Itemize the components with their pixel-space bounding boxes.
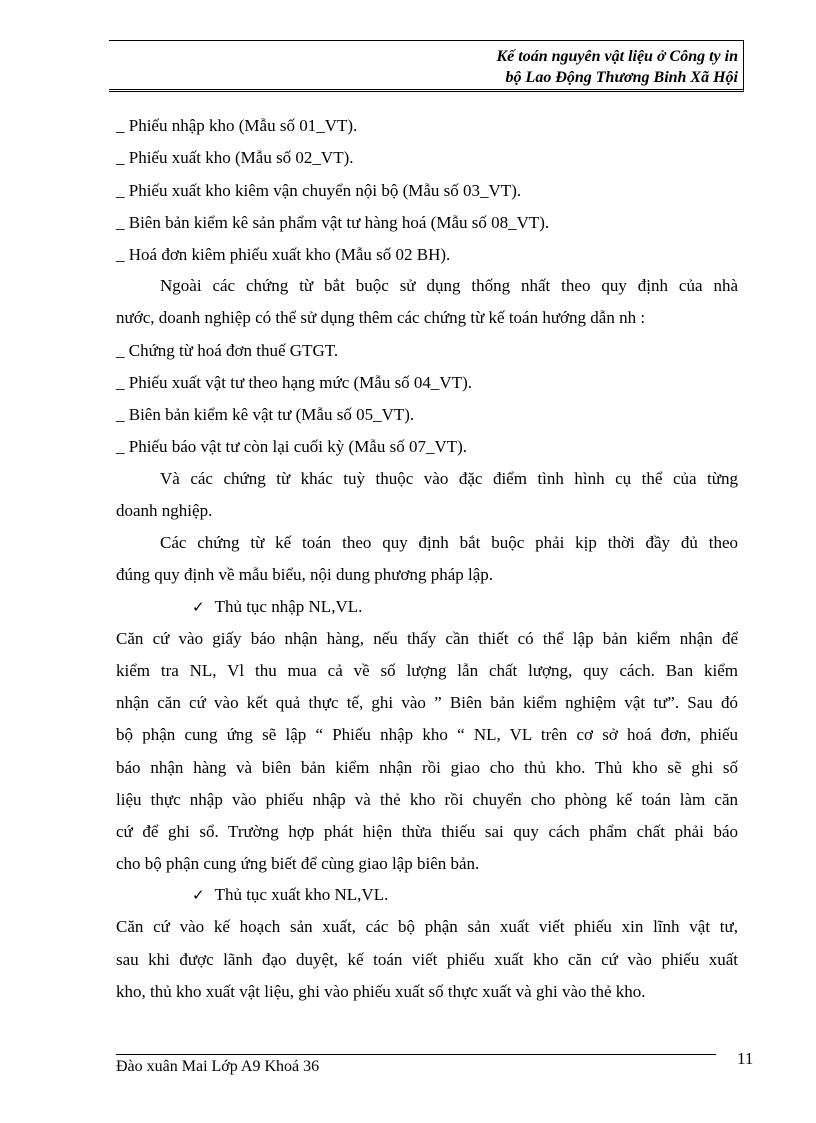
footer-author: Đào xuân Mai Lớp A9 Khoá 36 — [116, 1058, 320, 1075]
paragraph-line: kho, thủ kho xuất vật liệu, ghi vào phiếu xuất số thực xuất và ghi vào thẻ kho. — [116, 982, 646, 1001]
checkmark-icon: ✓ — [192, 886, 205, 904]
list-item: _ Hoá đơn kiêm phiếu xuất kho (Mẫu số 02 BH). — [116, 245, 451, 264]
header-title-line-2: bộ Lao Động Thương Binh Xã Hội — [505, 69, 738, 86]
paragraph-line: nhận căn cứ vào kết quả thực tế, ghi vào ” Biên bản kiểm nghiệm vật tư”. Sau đó — [116, 693, 738, 712]
paragraph-line: doanh nghiệp. — [116, 501, 213, 520]
section-heading-label: Thủ tục nhập NL,VL. — [214, 597, 363, 616]
header-title-line-1: Kế toán nguyên vật liệu ở Công ty in — [496, 48, 738, 65]
list-item: _ Phiếu xuất kho kiêm vận chuyển nội bộ (Mẫu số 03_VT). — [116, 181, 522, 200]
paragraph-line: nước, doanh nghiệp có thể sử dụng thêm các chứng từ kế toán hướng dẫn nh : — [116, 308, 646, 327]
paragraph-line: sau khi được lãnh đạo duyệt, kế toán viết phiếu xuất kho căn cứ vào phiếu xuất — [116, 950, 738, 969]
section-heading-import — [192, 597, 362, 617]
paragraph-line: kiểm tra NL, Vl thu mua cả về số lượng lẫn chất lượng, quy cách. Ban kiểm — [116, 661, 738, 680]
paragraph-line: Căn cứ vào giấy báo nhận hàng, nếu thấy cần thiết có thể lập bản kiểm nhận để — [116, 629, 738, 648]
section-heading-export — [192, 885, 388, 905]
paragraph-line: Căn cứ vào kế hoạch sản xuất, các bộ phận sản xuất viết phiếu xin lĩnh vật tư, — [116, 917, 738, 936]
list-item: _ Biên bản kiểm kê vật tư (Mẫu số 05_VT). — [116, 405, 415, 424]
paragraph-line: cứ để ghi sổ. Trường hợp phát hiện thừa thiếu sai quy cách phẩm chất phải báo — [116, 822, 738, 841]
section-heading-label: Thủ tục xuất kho NL,VL. — [214, 885, 389, 904]
checkmark-icon: ✓ — [192, 598, 205, 616]
list-item: _ Phiếu xuất kho (Mẫu số 02_VT). — [116, 148, 354, 167]
list-item: _ Phiếu báo vật tư còn lại cuối kỳ (Mẫu số 07_VT). — [116, 437, 468, 456]
paragraph-line: đúng quy định về mẫu biểu, nội dung phương pháp lập. — [116, 565, 494, 584]
paragraph-line: bộ phận cung ứng sẽ lập “ Phiếu nhập kho “ NL, VL trên cơ sở hoá đơn, phiếu — [116, 725, 738, 744]
paragraph-line: Ngoài các chứng từ bắt buộc sử dụng thống nhất theo quy định của nhà — [160, 276, 738, 295]
page-number: 11 — [737, 1049, 754, 1068]
paragraph-line: cho bộ phận cung ứng biết để cùng giao lập biên bản. — [116, 854, 480, 873]
paragraph-line: báo nhận hàng và biên bản kiểm nhận rồi giao cho thủ kho. Thủ kho sẽ ghi số — [116, 758, 738, 777]
list-item: _ Chứng từ hoá đơn thuế GTGT. — [116, 341, 339, 360]
paragraph-line: liệu thực nhập vào phiếu nhập và thẻ kho rồi chuyển cho phòng kế toán làm căn — [116, 790, 738, 809]
list-item: _ Biên bản kiểm kê sản phẩm vật tư hàng hoá (Mẫu số 08_VT). — [116, 213, 550, 232]
paragraph-line: Và các chứng từ khác tuỳ thuộc vào đặc điểm tình hình cụ thể của từng — [160, 469, 738, 488]
footer-divider — [116, 1054, 716, 1055]
list-item: _ Phiếu xuất vật tư theo hạng mức (Mẫu số 04_VT). — [116, 373, 473, 392]
paragraph-line: Các chứng từ kế toán theo quy định bắt buộc phải kịp thời đầy đủ theo — [160, 533, 738, 552]
list-item: _ Phiếu nhập kho (Mẫu số 01_VT). — [116, 116, 358, 135]
